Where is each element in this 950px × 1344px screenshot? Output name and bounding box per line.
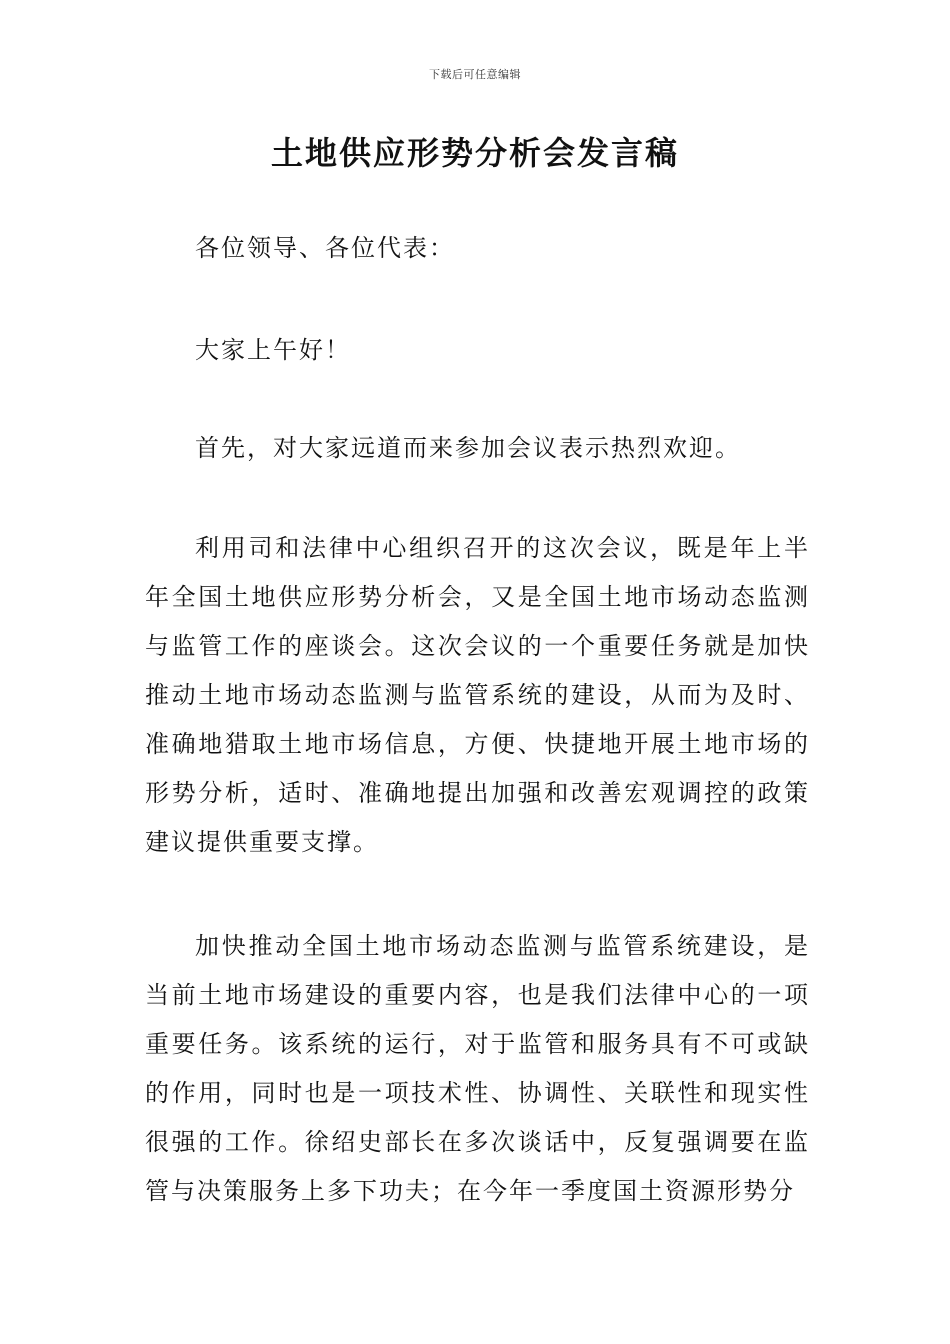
greeting: 大家上午好！ (195, 336, 351, 364)
welcome-paragraph: 首先，对大家远道而来参加会议表示热烈欢迎。 (195, 434, 741, 462)
body-paragraph-2: 加快推动全国土地市场动态监测与监管系统建设，是当前土地市场建设的重要内容，也是我们法律中心的一项重要任务。该系统的运行，对于监管和服务具有不可或缺的作用，同时也是一项技术性、协调性、关联性和现实性很强的工作。徐绍史部长在多次谈话中，反复强调要在监管与决策服务上多下功夫；在今年一季度国土资源形势分 (145, 932, 810, 1205)
header-note: 下载后可任意编辑 (429, 68, 521, 81)
document-title: 土地供应形势分析会发言稿 (270, 134, 679, 172)
body-paragraph-1: 利用司和法律中心组织召开的这次会议，既是年上半年全国土地供应形势分析会，又是全国土地市场动态监测与监管工作的座谈会。这次会议的一个重要任务就是加快推动土地市场动态监测与监管系统的建设，从而为及时、准确地猎取土地市场信息，方便、快捷地开展土地市场的形势分析，适时、准确地提出加强和改善宏观调控的政策建议提供重要支撑。 (145, 534, 810, 856)
salutation: 各位领导、各位代表： (195, 234, 455, 262)
